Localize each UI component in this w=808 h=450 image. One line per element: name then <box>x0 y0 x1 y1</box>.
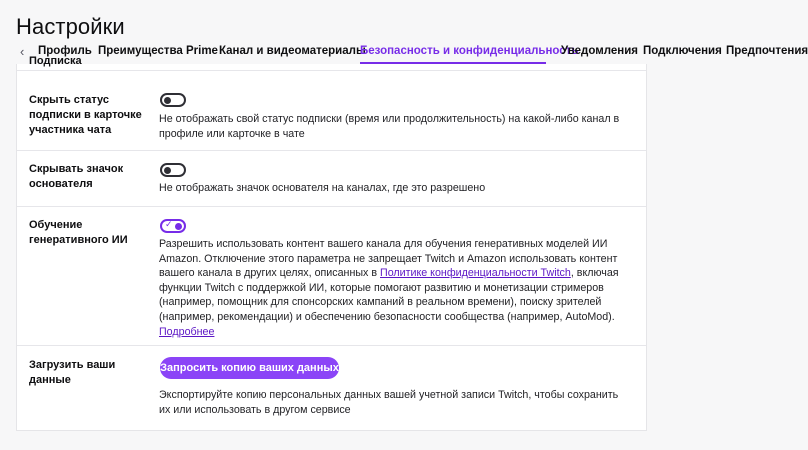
ai-training-text-2: , включая функции Twitch с поддержкой ИИ, которые помогают развитию и монетизации стримеров (например, помощник для спонсорских кампаний в реальном времени), поиску зрителей (например, рекомендации) и обеспечению безопасности сообщества (например, AutoMod). <box>159 267 619 323</box>
ai-training-description <box>159 237 631 339</box>
toggle-knob <box>164 97 171 104</box>
privacy-policy-link[interactable]: Политике конфиденциальности Twitch <box>380 267 571 280</box>
download-data-label: Загрузить ваши данные <box>29 359 116 386</box>
hide-subscription-label: Скрыть статус подписки в карточке участника чата <box>29 94 142 136</box>
tab-security[interactable]: Безопасность и конфиденциальность <box>360 45 579 57</box>
request-data-button[interactable]: Запросить копию ваших данных <box>160 357 339 379</box>
page-title: Настройки <box>16 14 125 39</box>
tab-notifications[interactable]: Уведомления <box>561 45 638 57</box>
tab-channel[interactable]: Канал и видеоматериалы <box>219 45 366 57</box>
hide-subscription-description: Не отображать свой статус подписки (время или продолжительность) на какой-либо канал в профиле или карточке в чате <box>159 113 620 140</box>
section-label-subscription: Подписка <box>29 55 82 67</box>
tab-preferences[interactable]: Предпочтения <box>726 45 808 57</box>
chevron-left-icon[interactable]: ‹ <box>20 44 25 59</box>
ai-training-text-1: Разрешить использовать контент вашего канала для обучения генеративных моделей ИИ Amazon. Отключение этого параметра не запрещает Twitch и Amazon использовать контент вашего канала в других целях, описанных в <box>159 238 618 280</box>
hide-founder-label: Скрывать значок основателя <box>29 163 124 190</box>
tab-connections[interactable]: Подключения <box>643 45 722 57</box>
row-divider <box>17 70 646 71</box>
row-divider <box>17 345 646 346</box>
ai-training-label: Обучение генеративного ИИ <box>29 219 128 246</box>
tab-prime[interactable]: Преимущества Prime <box>98 45 218 57</box>
hide-founder-toggle[interactable] <box>160 163 186 177</box>
ai-training-toggle[interactable] <box>160 219 186 233</box>
settings-panel <box>16 55 647 431</box>
toggle-knob <box>175 223 182 230</box>
settings-tabs <box>0 42 808 64</box>
download-data-description: Экспортируйте копию персональных данных вашей учетной записи Twitch, чтобы сохранить их или использовать в другом сервисе <box>159 389 619 416</box>
hide-subscription-toggle[interactable] <box>160 93 186 107</box>
row-divider <box>17 206 646 207</box>
learn-more-link[interactable]: Подробнее <box>159 325 215 338</box>
row-divider <box>17 150 646 151</box>
hide-founder-description: Не отображать значок основателя на каналах, где это разрешено <box>159 182 486 194</box>
tab-profile[interactable]: Профиль <box>38 45 92 57</box>
toggle-knob <box>164 167 171 174</box>
check-icon: ✓ <box>165 219 173 229</box>
settings-header <box>0 0 808 64</box>
